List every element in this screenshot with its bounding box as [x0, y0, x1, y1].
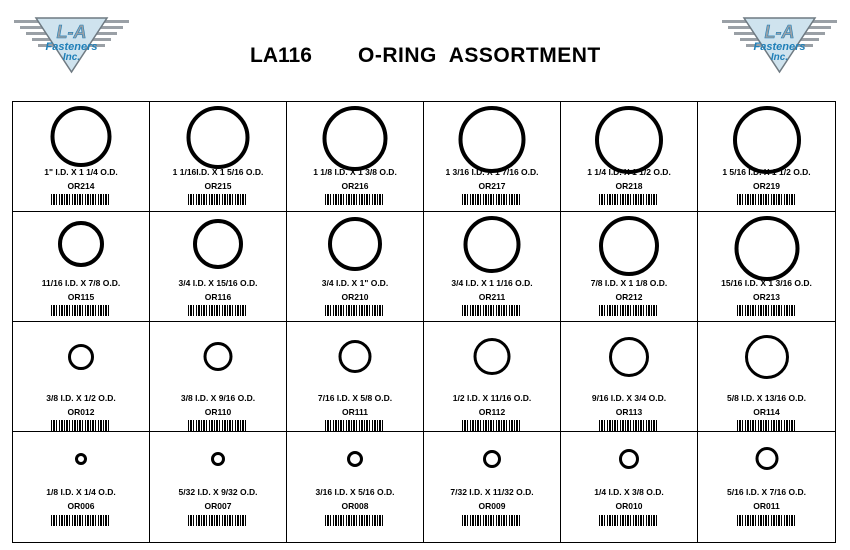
oring-part-number: OR111: [342, 407, 368, 417]
barcode: [188, 194, 248, 205]
oring-size-label: 3/8 I.D. X 9/16 O.D.: [180, 393, 256, 403]
oring-icon: [347, 451, 363, 467]
oring-icon: [734, 216, 799, 281]
svg-text:L-A: L-A: [764, 22, 795, 42]
oring-part-number: OR218: [615, 181, 643, 191]
oring-size-label: 3/4 I.D. X 1" O.D.: [321, 278, 389, 288]
oring-cell-or007: [150, 432, 287, 542]
oring-part-number: OR115: [67, 292, 95, 302]
barcode: [737, 515, 797, 526]
oring-icon: [339, 340, 372, 373]
oring-part-number: OR009: [478, 501, 506, 511]
oring-size-label: 3/16 I.D. X 5/16 O.D.: [315, 487, 395, 497]
oring-part-number: OR110: [204, 407, 232, 417]
oring-size-label: 5/8 I.D. X 13/16 O.D.: [727, 393, 806, 403]
oring-part-number: OR211: [478, 292, 506, 302]
oring-part-number: OR114: [753, 407, 780, 417]
oring-icon: [599, 216, 659, 276]
svg-text:Fasteners: Fasteners: [45, 41, 98, 53]
oring-icon: [474, 338, 511, 375]
oring-size-label: 5/16 I.D. X 7/16 O.D.: [727, 487, 806, 497]
oring-part-number: OR216: [341, 181, 369, 191]
svg-text:Inc.: Inc.: [62, 52, 81, 63]
barcode: [599, 515, 659, 526]
oring-cell-or216: [287, 102, 424, 212]
product-code: LA116: [250, 44, 312, 67]
oring-cell-or213: [698, 212, 835, 322]
oring-part-number: OR011: [753, 501, 780, 511]
barcode: [599, 305, 659, 316]
oring-size-label: 3/4 I.D. X 1 1/16 O.D.: [451, 278, 533, 288]
oring-cell-or215: [150, 102, 287, 212]
barcode: [462, 194, 522, 205]
oring-cell-or218: [561, 102, 698, 212]
barcode: [599, 194, 659, 205]
oring-size-label: 1/2 I.D. X 11/16 O.D.: [452, 393, 532, 403]
oring-size-label: 1 1/16I.D. X 1 5/16 O.D.: [172, 167, 264, 177]
barcode: [737, 194, 797, 205]
barcode: [51, 515, 111, 526]
oring-size-label: 1" I.D. X 1 1/4 O.D.: [44, 167, 118, 177]
oring-part-number: OR008: [341, 501, 369, 511]
oring-icon: [328, 217, 382, 271]
oring-icon: [733, 106, 801, 174]
oring-icon: [75, 453, 87, 465]
oring-part-number: OR116: [204, 292, 232, 302]
oring-icon: [187, 106, 250, 169]
barcode: [462, 420, 522, 431]
barcode: [51, 305, 111, 316]
oring-part-number: OR214: [67, 181, 95, 191]
oring-icon: [459, 106, 526, 173]
oring-part-number: OR006: [67, 501, 95, 511]
oring-cell-or210: [287, 212, 424, 322]
barcode: [188, 305, 248, 316]
oring-cell-or008: [287, 432, 424, 542]
oring-cell-or111: [287, 322, 424, 432]
oring-icon: [193, 219, 243, 269]
barcode: [51, 420, 111, 431]
oring-icon: [483, 450, 501, 468]
oring-cell-or006: [13, 432, 150, 542]
barcode: [325, 305, 385, 316]
oring-icon: [619, 449, 639, 469]
oring-cell-or114: [698, 322, 835, 432]
oring-size-label: 1/8 I.D. X 1/4 O.D.: [46, 487, 116, 497]
oring-icon: [211, 452, 225, 466]
oring-part-number: OR219: [753, 181, 780, 191]
oring-icon: [595, 106, 663, 174]
oring-part-number: OR210: [341, 292, 369, 302]
oring-size-label: 7/32 I.D. X 11/32 O.D.: [450, 487, 534, 497]
oring-icon: [755, 447, 778, 470]
barcode: [462, 305, 522, 316]
barcode: [462, 515, 522, 526]
oring-size-label: 3/8 I.D. X 1/2 O.D.: [46, 393, 116, 403]
oring-icon: [68, 344, 94, 370]
product-title: O-RING ASSORTMENT: [358, 44, 601, 67]
oring-icon: [204, 342, 233, 371]
oring-cell-or115: [13, 212, 150, 322]
oring-part-number: OR010: [615, 501, 643, 511]
page-title: [0, 44, 850, 74]
oring-icon: [464, 216, 521, 273]
barcode: [737, 420, 797, 431]
barcode: [51, 194, 111, 205]
oring-size-label: 15/16 I.D. X 1 3/16 O.D.: [721, 278, 812, 288]
oring-size-label: 1 5/16 I.D. X 1 1/2 O.D.: [722, 167, 811, 177]
oring-icon: [323, 106, 388, 171]
oring-cell-or010: [561, 432, 698, 542]
oring-icon: [609, 337, 649, 377]
svg-text:Inc.: Inc.: [770, 52, 789, 63]
oring-part-number: OR213: [753, 292, 780, 302]
barcode: [188, 420, 248, 431]
svg-text:Fasteners: Fasteners: [753, 41, 806, 53]
oring-cell-or211: [424, 212, 561, 322]
oring-cell-or012: [13, 322, 150, 432]
svg-text:L-A: L-A: [56, 22, 87, 42]
oring-cell-or212: [561, 212, 698, 322]
oring-part-number: OR215: [204, 181, 232, 191]
barcode: [325, 420, 385, 431]
oring-size-label: 1 1/8 I.D. X 1 3/8 O.D.: [313, 167, 397, 177]
oring-icon: [51, 106, 112, 167]
oring-cell-or116: [150, 212, 287, 322]
oring-size-label: 5/32 I.D. X 9/32 O.D.: [178, 487, 258, 497]
oring-cell-or011: [698, 432, 835, 542]
oring-cell-or112: [424, 322, 561, 432]
oring-cell-or113: [561, 322, 698, 432]
barcode: [737, 305, 797, 316]
oring-part-number: OR217: [478, 181, 506, 191]
oring-cell-or219: [698, 102, 835, 212]
oring-cell-or110: [150, 322, 287, 432]
oring-cell-or009: [424, 432, 561, 542]
oring-size-label: 1 3/16 I.D. X 1 7/16 O.D.: [445, 167, 539, 177]
oring-size-label: 11/16 I.D. X 7/8 O.D.: [41, 278, 121, 288]
oring-cell-or214: [13, 102, 150, 212]
oring-part-number: OR113: [615, 407, 643, 417]
oring-size-label: 1 1/4 I.D. X 1 1/2 O.D.: [587, 167, 671, 177]
oring-part-number: OR007: [204, 501, 232, 511]
oring-icon: [745, 335, 789, 379]
barcode: [188, 515, 248, 526]
barcode: [599, 420, 659, 431]
oring-part-number: OR212: [615, 292, 643, 302]
o-ring-grid: [12, 101, 836, 543]
barcode: [325, 515, 385, 526]
oring-icon: [58, 221, 104, 267]
oring-cell-or217: [424, 102, 561, 212]
oring-size-label: 7/8 I.D. X 1 1/8 O.D.: [590, 278, 668, 288]
barcode: [325, 194, 385, 205]
oring-size-label: 7/16 I.D. X 5/8 O.D.: [317, 393, 393, 403]
oring-part-number: OR012: [67, 407, 95, 417]
oring-part-number: OR112: [478, 407, 506, 417]
oring-size-label: 9/16 I.D. X 3/4 O.D.: [591, 393, 667, 403]
oring-size-label: 3/4 I.D. X 15/16 O.D.: [178, 278, 258, 288]
oring-size-label: 1/4 I.D. X 3/8 O.D.: [594, 487, 664, 497]
